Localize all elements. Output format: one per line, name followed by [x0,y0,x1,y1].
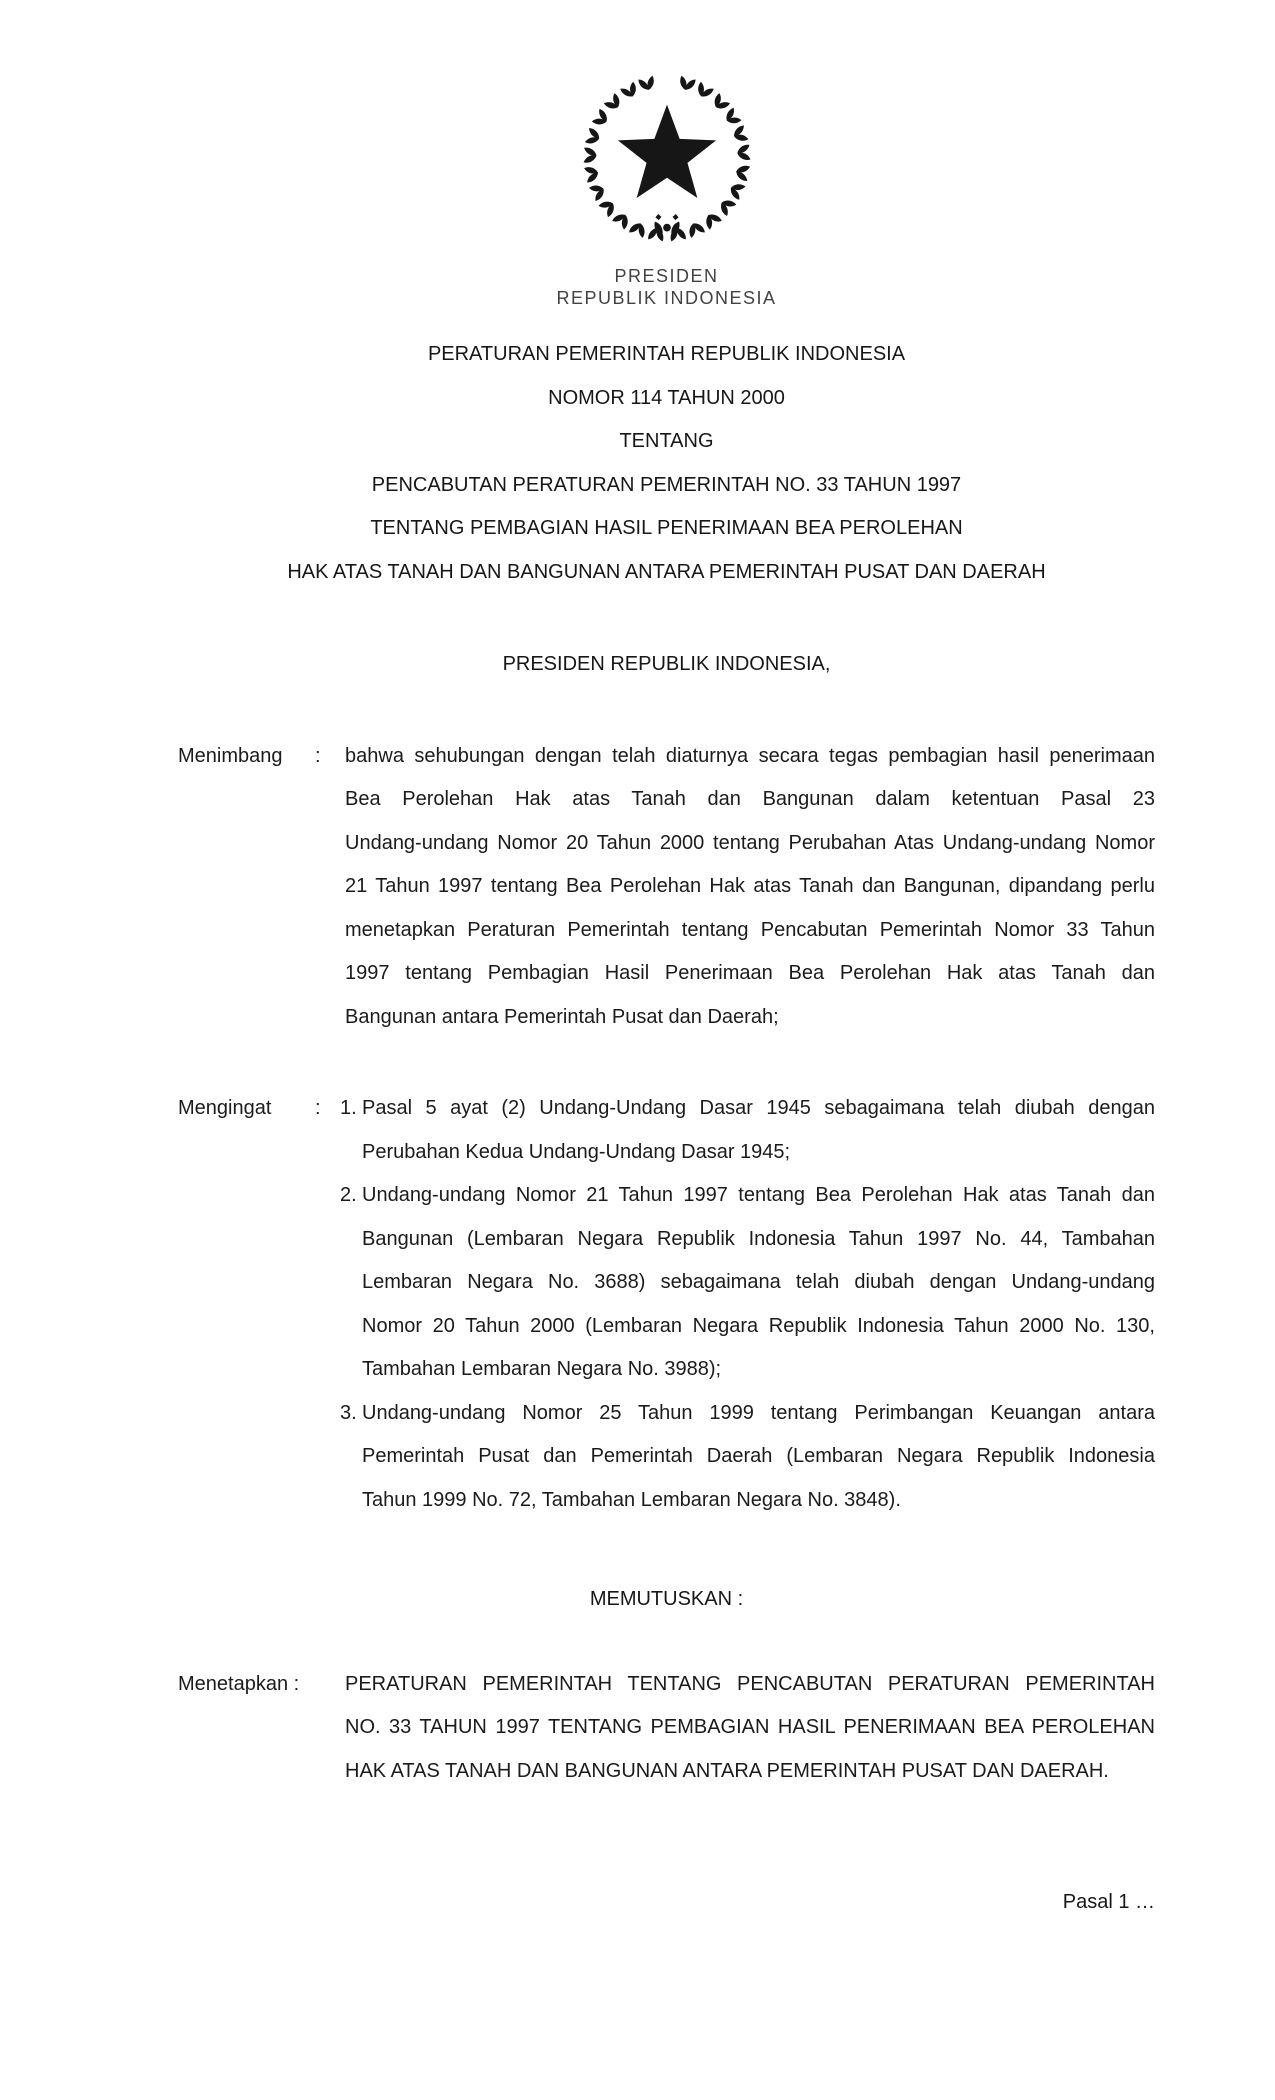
list-item [340,1174,1155,1392]
mengingat-colon: : [315,1097,321,1119]
menimbang-line: Bangunan antara Pemerintah Pusat dan Daerah; [345,1005,779,1028]
list-item-number: 1. [340,1097,357,1119]
clause-menetapkan [178,1663,1155,1794]
seal-caption [178,265,1155,309]
clause-menimbang [178,735,1155,1040]
mengingat-line: Perubahan Kedua Undang-Undang Dasar 1945; [362,1140,791,1163]
menetapkan-label: Menetapkan : [178,1672,300,1695]
title-line-6: HAK ATAS TANAH DAN BANGUNAN ANTARA PEMERINTAH PUSAT DAN DAERAH [287,560,1046,583]
preamble-heading: PRESIDEN REPUBLIK INDONESIA, [502,653,831,675]
menimbang-line: bahwa sehubungan dengan telah diaturnya secara tegas pembagian hasil penerimaan [345,744,1155,767]
page-continuation-note: Pasal 1 … [1062,1891,1155,1913]
menimbang-line: 21 Tahun 1997 tentang Bea Perolehan Hak atas Tanah dan Bangunan, dipandang perlu [345,875,1155,897]
seal-caption-republik: REPUBLIK INDONESIA [556,288,777,308]
list-item-text [362,1174,1155,1392]
title-line-4: PENCABUTAN PERATURAN PEMERINTAH NO. 33 TAHUN 1997 [371,473,962,496]
menimbang-line: 1997 tentang Pembagian Hasil Penerimaan Bea Perolehan Hak atas Tanah dan [345,962,1155,984]
menimbang-line: Undang-undang Nomor 20 Tahun 2000 tentang Perubahan Atas Undang-undang Nomor [345,831,1155,854]
mengingat-line: Bangunan (Lembaran Negara Republik Indonesia Tahun 1997 No. 44, Tambahan [362,1227,1155,1250]
mengingat-line: Undang-undang Nomor 21 Tahun 1997 tentang Bea Perolehan Hak atas Tanah dan [362,1184,1155,1206]
title-line-1: PERATURAN PEMERINTAH REPUBLIK INDONESIA [427,343,906,365]
menimbang-colon: : [315,744,321,767]
title-line-5: TENTANG PEMBAGIAN HASIL PENERIMAAN BEA PEROLEHAN [370,517,963,539]
list-item-number: 2. [340,1184,357,1206]
list-item [340,1392,1155,1523]
list-item [340,1087,1155,1174]
list-item-number: 3. [340,1401,357,1424]
mengingat-line: Lembaran Negara No. 3688) sebagaimana telah diubah dengan Undang-undang [362,1271,1155,1293]
title-line-3: TENTANG [619,430,714,452]
menetapkan-line: PERATURAN PEMERINTAH TENTANG PENCABUTAN PERATURAN PEMERINTAH [345,1672,1155,1695]
title-line-2: NOMOR 114 TAHUN 2000 [548,386,785,409]
memutuskan-heading: MEMUTUSKAN : [589,1588,744,1610]
star-wreath-emblem-icon [581,72,753,244]
menetapkan-line: HAK ATAS TANAH DAN BANGUNAN ANTARA PEMERINTAH PUSAT DAN DAERAH. [345,1759,1109,1782]
menimbang-label: Menimbang [178,744,283,767]
clause-mengingat [178,1087,1155,1522]
mengingat-label: Mengingat [178,1097,272,1119]
mengingat-line: Tahun 1999 No. 72, Tambahan Lembaran Negara No. 3848). [362,1488,901,1511]
mengingat-line: Pasal 5 ayat (2) Undang-Undang Dasar 1945 sebagaimana telah diubah dengan [362,1097,1155,1119]
mengingat-body [340,1087,1155,1522]
seal-caption-presiden: PRESIDEN [614,266,719,286]
menimbang-line: menetapkan Peraturan Pemerintah tentang Pencabutan Pemerintah Nomor 33 Tahun [345,918,1155,941]
mengingat-line: Tambahan Lembaran Negara No. 3988); [362,1358,722,1380]
menimbang-line: Bea Perolehan Hak atas Tanah dan Bangunan dalam ketentuan Pasal 23 [345,788,1155,810]
menetapkan-line: NO. 33 TAHUN 1997 TENTANG PEMBAGIAN HASIL PENERIMAAN BEA PEROLEHAN [345,1716,1155,1738]
mengingat-line: Undang-undang Nomor 25 Tahun 1999 tentang Perimbangan Keuangan antara [362,1401,1155,1424]
mengingat-line: Nomor 20 Tahun 2000 (Lembaran Negara Republik Indonesia Tahun 2000 No. 130, [362,1314,1155,1337]
menetapkan-body [345,1663,1155,1794]
list-item-text [362,1392,1155,1523]
regulation-title [178,333,1155,594]
menimbang-body [345,735,1155,1040]
list-item-text [362,1087,1155,1174]
mengingat-line: Pemerintah Pusat dan Pemerintah Daerah (Lembaran Negara Republik Indonesia [362,1445,1155,1467]
